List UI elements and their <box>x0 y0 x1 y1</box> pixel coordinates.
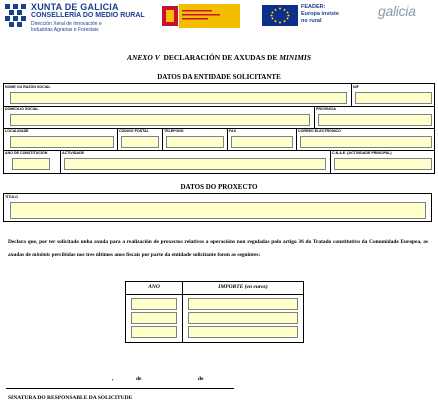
proxecto-frame <box>3 193 432 222</box>
localidade-field[interactable] <box>10 136 114 148</box>
xunta-cross-icon <box>4 3 28 30</box>
signature-label: SINATURA DO RESPONSABLE DA SOLICITUDE <box>8 395 133 401</box>
col-importe-header: IMPORTE (en euros) <box>218 284 268 290</box>
signature-line <box>6 388 234 389</box>
divider <box>314 106 315 128</box>
telefono-label: TELÉFONO <box>164 129 184 133</box>
title-minimis: MINIMIS <box>279 53 311 62</box>
date-de-1: de <box>136 376 142 382</box>
eu-flag <box>262 5 298 26</box>
conselleria-name: CONSELLERÍA DO MEDIO RURAL <box>31 12 145 19</box>
xunta-logo <box>4 3 28 30</box>
direccion-line-2: Industrias Agrarias e Forestais <box>31 27 99 33</box>
divider <box>330 150 331 173</box>
divider <box>351 84 352 106</box>
correo-label: CORREO ELECTRÓNICO <box>298 129 341 133</box>
importe-field-1[interactable] <box>188 298 298 310</box>
divider <box>60 150 61 173</box>
feader-line-1: FEADER: <box>301 4 326 10</box>
divider <box>126 294 303 295</box>
spain-coat-of-arms-icon <box>162 4 240 28</box>
ano-constitucion-label: ANO DE CONSTITUCIÓN <box>5 151 48 155</box>
galicia-logo: galicia <box>378 3 416 19</box>
declaration-part-1: Declara que, por ter solicitado unha axuda para a realización de proxectos relativos a operacións non reguladas polo artigo 36 do Tratado constitutivo da Comunidade Europea, as axudas de <box>8 239 428 258</box>
importe-field-3[interactable] <box>188 326 298 338</box>
nome-field[interactable] <box>10 92 347 104</box>
ano-field-1[interactable] <box>131 298 177 310</box>
direccion-line-1: Dirección Xeral de Innovación e <box>31 21 102 27</box>
feader-line-2: Europa inviste <box>301 11 339 17</box>
feader-text <box>301 4 351 25</box>
domicilio-label: DOMICILIO SOCIAL <box>5 107 39 111</box>
divider <box>227 128 228 150</box>
cnae-field[interactable] <box>334 158 432 170</box>
divider <box>4 106 434 107</box>
divider <box>296 128 297 150</box>
declaration-text <box>8 236 428 262</box>
nif-label: NIF <box>353 85 359 89</box>
spain-ministry-logo <box>162 4 240 28</box>
provincia-label: PROVINCIA <box>316 107 336 111</box>
divider <box>162 128 163 150</box>
date-de-2: de <box>198 376 204 382</box>
title-main: DECLARACIÓN DE AXUDAS DE <box>163 53 278 62</box>
provincia-field[interactable] <box>318 114 432 126</box>
nome-label: NOME OU RAZÓN SOCIAL <box>5 85 51 89</box>
ano-field-3[interactable] <box>131 326 177 338</box>
place-comma: , <box>112 376 114 382</box>
title-annex: ANEXO V <box>126 53 160 62</box>
document-title <box>0 53 438 62</box>
codigo-postal-field[interactable] <box>121 136 159 148</box>
divider <box>4 128 434 129</box>
nif-field[interactable] <box>355 92 432 104</box>
fax-field[interactable] <box>231 136 293 148</box>
col-ano-header: ANO <box>148 284 160 290</box>
xunta-name: XUNTA DE GALICIA <box>31 2 119 12</box>
titulo-label: TÍTULO <box>5 195 18 199</box>
minimis-table <box>125 281 304 343</box>
ano-constitucion-field[interactable] <box>12 158 50 170</box>
actividade-field[interactable] <box>64 158 326 170</box>
divider <box>182 282 183 342</box>
entidade-frame <box>3 83 435 174</box>
direccion-name <box>31 21 141 33</box>
actividade-label: ACTIVIDADE <box>62 151 84 155</box>
feader-line-3: no rural <box>301 18 322 24</box>
proxecto-section-title: DATOS DO PROXECTO <box>180 183 258 191</box>
eu-stars-icon <box>262 5 298 26</box>
titulo-field[interactable] <box>10 202 426 219</box>
domicilio-field[interactable] <box>10 114 310 126</box>
importe-field-2[interactable] <box>188 312 298 324</box>
ano-field-2[interactable] <box>131 312 177 324</box>
divider <box>117 128 118 150</box>
codigo-postal-label: CÓDIGO POSTAL <box>119 129 149 133</box>
declaration-part-2: percibidas nos tres últimos anos fiscais por parte da entidade solicitante foron as seguintes: <box>51 252 261 258</box>
cnae-label: C.N.A.E. (ACTIVIDADE PRINCIPAL) <box>332 151 392 155</box>
declaration-minimis: minimis <box>32 252 51 258</box>
entidade-section-title: DATOS DA ENTIDADE SOLICITANTE <box>157 73 281 81</box>
fax-label: FAX <box>229 129 236 133</box>
telefono-field[interactable] <box>166 136 224 148</box>
correo-field[interactable] <box>300 136 432 148</box>
localidade-label: LOCALIDADE <box>5 129 29 133</box>
